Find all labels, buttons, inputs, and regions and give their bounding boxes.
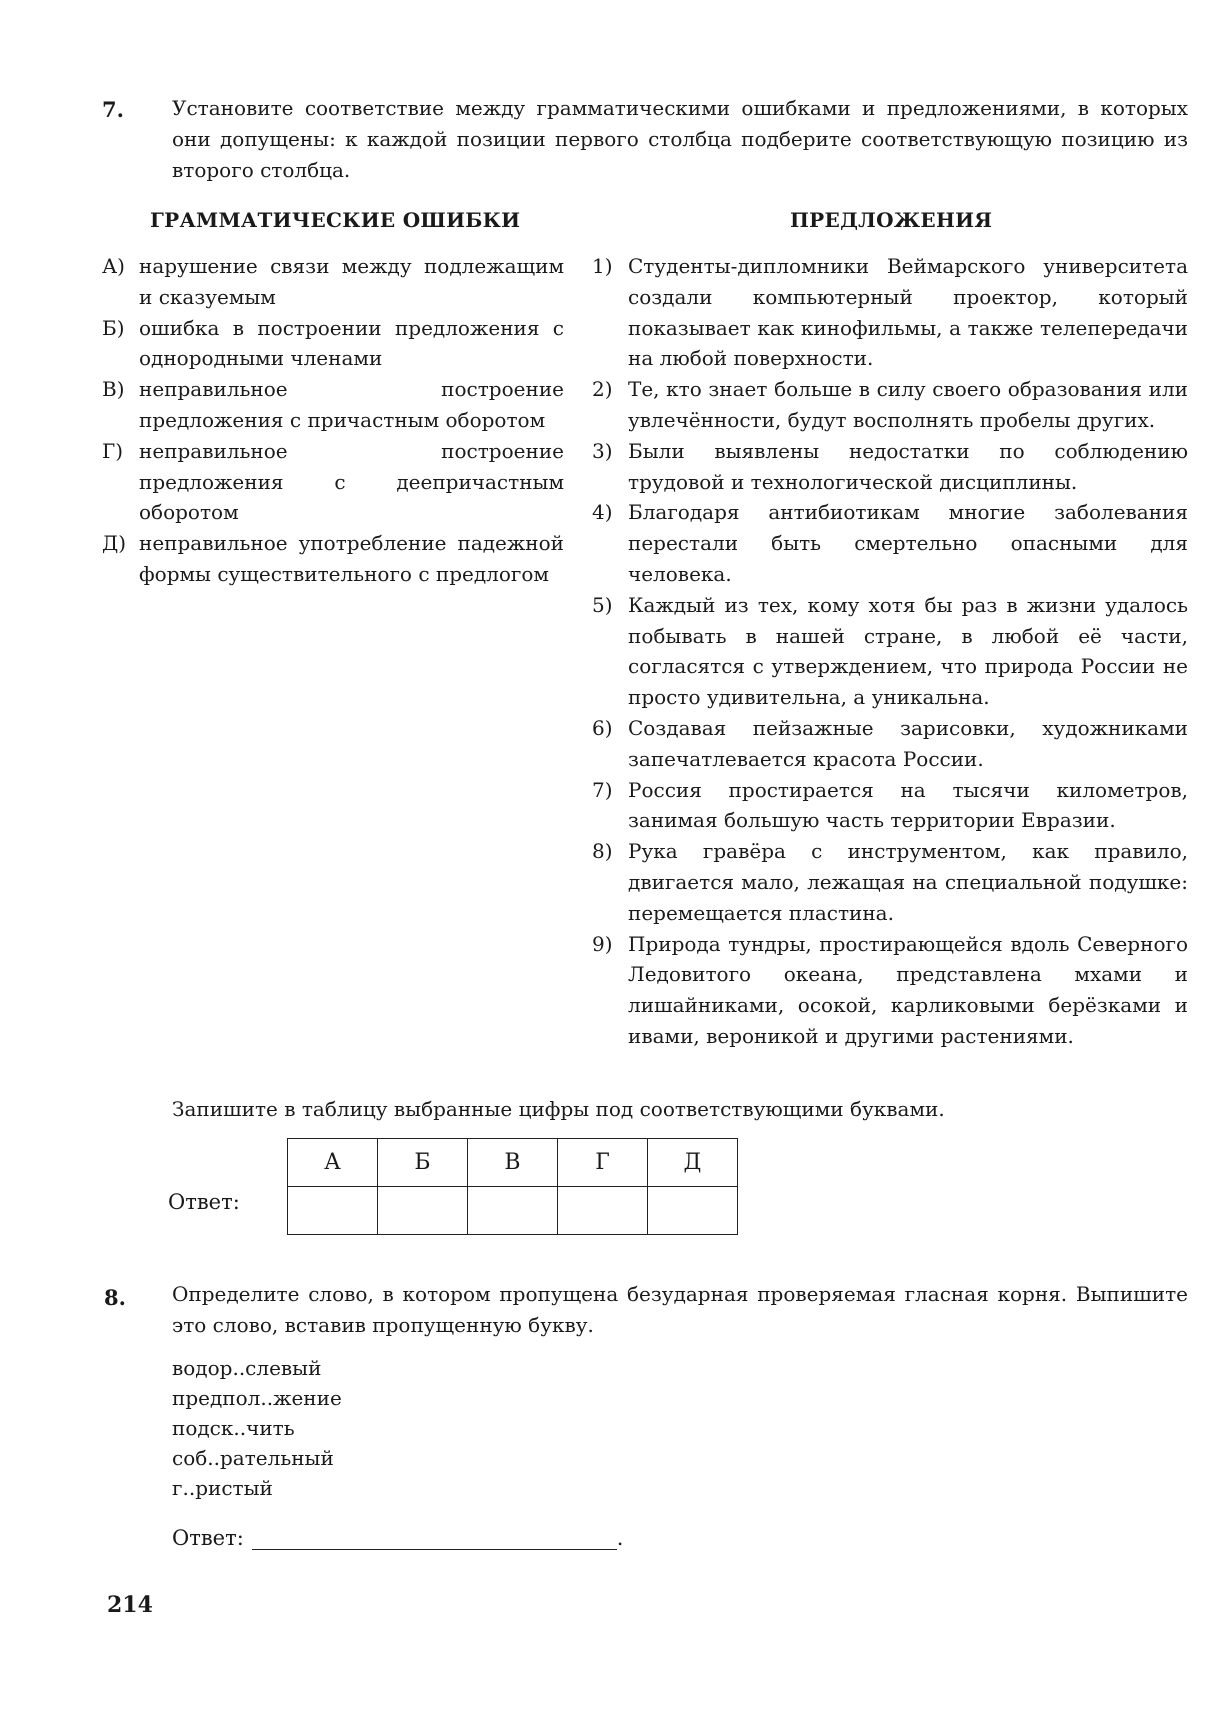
sentence-item: 4) Благодаря антибиотикам многие заболевания перестали быть смертельно опасными для человека. xyxy=(592,500,1188,586)
answer-table-header: Г xyxy=(558,1139,648,1187)
task-8-answer-blank[interactable] xyxy=(252,1525,617,1550)
answer-table xyxy=(287,1138,738,1235)
task-8-answer xyxy=(172,1525,623,1550)
answer-table-header: Д xyxy=(648,1139,738,1187)
sentence-item: 8) Рука гравёра с инструментом, как правило, двигается мало, лежащая на специальной подушке: перемещается пластина. xyxy=(592,839,1188,925)
task-8-answer-end: . xyxy=(616,1526,624,1550)
word-item: подск..чить xyxy=(172,1416,295,1440)
sentence-item: 6) Создавая пейзажные зарисовки, художниками запечатлевается красота России. xyxy=(592,715,1188,771)
errors-list xyxy=(102,251,564,590)
sentence-item: 9) Природа тундры, простирающейся вдоль Северного Ледовитого океана, представлена мхами и лишайниками, осокой, карликовыми берёзками и ивами, вероникой и другими растениями. xyxy=(592,931,1188,1048)
error-item: Г) неправильное построение предложения с деепричастным оборотом xyxy=(102,438,564,525)
sentence-item: 3) Были выявлены недостатки по соблюдению трудовой и технологической дисциплины. xyxy=(592,438,1188,494)
error-item: Б) ошибка в построении предложения с однородными членами xyxy=(102,315,564,371)
page-number: 214 xyxy=(107,1592,153,1618)
word-list xyxy=(172,1353,342,1503)
sentences-column-heading: ПРЕДЛОЖЕНИЯ xyxy=(790,208,993,232)
word-item: соб..рательный xyxy=(172,1446,334,1470)
answer-cell-d[interactable] xyxy=(648,1187,738,1235)
word-item: водор..слевый xyxy=(172,1356,322,1380)
error-item: Д) неправильное употребление падежной формы существительного с предлогом xyxy=(102,531,564,586)
sentences-list xyxy=(592,251,1188,1052)
error-item: В) неправильное построение предложения с причастным оборотом xyxy=(102,377,564,432)
task-8-instruction: Определите слово, в котором пропущена безударная проверяемая гласная корня. Выпишите это слово, вставив пропущенную букву. xyxy=(172,1282,1188,1337)
errors-column-heading: ГРАММАТИЧЕСКИЕ ОШИБКИ xyxy=(150,208,521,232)
answer-table-header: В xyxy=(468,1139,558,1187)
sentence-item: 5) Каждый из тех, кому хотя бы раз в жизни удалось побывать в нашей стране, в любой её части, согласятся с утверждением, что природа России не просто удивительна, а уникальна. xyxy=(592,592,1188,710)
error-item: А) нарушение связи между подлежащим и сказуемым xyxy=(102,254,564,309)
answer-cell-v[interactable] xyxy=(468,1187,558,1235)
sentence-item: 7) Россия простирается на тысячи километров, занимая большую часть территории Евразии. xyxy=(592,777,1188,833)
answer-cell-b[interactable] xyxy=(378,1187,468,1235)
task-7-answer-label: Ответ: xyxy=(168,1190,240,1214)
answer-cell-g[interactable] xyxy=(558,1187,648,1235)
task-7-number: 7. xyxy=(102,97,124,122)
task-8-number: 8. xyxy=(104,1285,126,1310)
task-7-instruction: Установите соответствие между грамматическими ошибками и предложениями, в которых они допущены: к каждой позиции первого столбца подберите соответствующую позицию из второго столбца. xyxy=(172,96,1188,182)
sentence-item: 2) Те, кто знает больше в силу своего образования или увлечённости, будут восполнять пробелы других. xyxy=(592,377,1188,432)
task-8-answer-label: Ответ: xyxy=(172,1526,244,1550)
sentence-item: 1) Студенты-дипломники Веймарского университета создали компьютерный проектор, который показывает как кинофильмы, а также телепередачи на любой поверхности. xyxy=(592,254,1188,371)
table-instruction: Запишите в таблицу выбранные цифры под соответствующими буквами. xyxy=(172,1097,945,1121)
answer-table-header: А xyxy=(288,1139,378,1187)
word-item: предпол..жение xyxy=(172,1386,342,1410)
word-item: г..ристый xyxy=(172,1476,273,1500)
answer-cell-a[interactable] xyxy=(288,1187,378,1235)
answer-table-header: Б xyxy=(378,1139,468,1187)
